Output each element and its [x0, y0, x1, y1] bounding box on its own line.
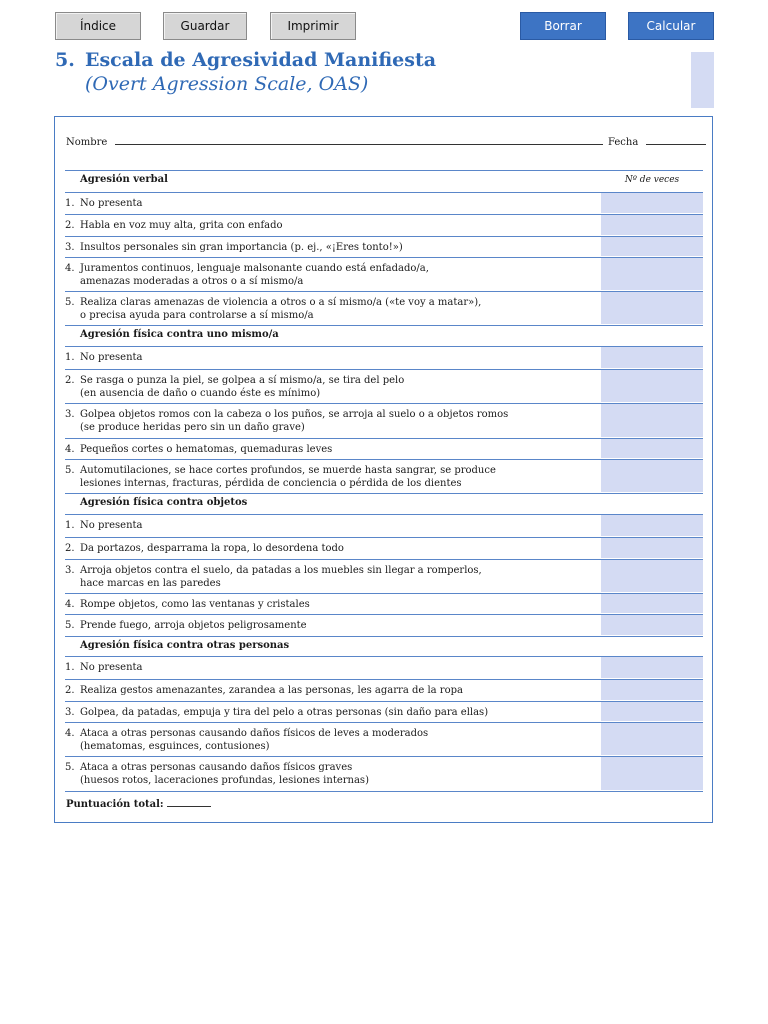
- count-cell[interactable]: [601, 702, 703, 721]
- item-line: No presenta: [80, 352, 143, 363]
- item-line: No presenta: [80, 662, 143, 673]
- item-number: 1.: [65, 520, 75, 531]
- item-line: Realiza claras amenazas de violencia a otros o a sí mismo/a («te voy a matar»),: [80, 297, 482, 308]
- item-line: (huesos rotos, laceraciones profundas, lesiones internas): [80, 775, 369, 786]
- index-button[interactable]: Índice: [55, 12, 141, 40]
- count-cell[interactable]: [601, 515, 703, 536]
- count-cell[interactable]: [601, 657, 703, 678]
- calculate-button[interactable]: Calcular: [628, 12, 714, 40]
- item-number: 1.: [65, 352, 75, 363]
- item-line: hace marcas en las paredes: [80, 578, 221, 589]
- item-number: 4.: [65, 728, 75, 739]
- item-number: 1.: [65, 662, 75, 673]
- item-line: Insultos personales sin gran importancia (p. ej., «¡Eres tonto!»): [80, 242, 403, 253]
- name-label: Nombre: [66, 137, 108, 148]
- total-label: Puntuación total:: [66, 799, 164, 810]
- item-text: [80, 542, 600, 555]
- count-cell[interactable]: [601, 292, 703, 324]
- item-number: 3.: [65, 707, 75, 718]
- date-line[interactable]: [646, 135, 706, 145]
- item-line: (se produce heridas pero sin un daño grave): [80, 422, 305, 433]
- count-cell[interactable]: [601, 404, 703, 437]
- item-text: [80, 408, 600, 434]
- date-field[interactable]: [608, 135, 706, 148]
- count-cell[interactable]: [601, 560, 703, 592]
- item-number: 2.: [65, 685, 75, 696]
- item-line: Golpea, da patadas, empuja y tira del pelo a otras personas (sin daño para ellas): [80, 707, 489, 718]
- item-text: [80, 351, 600, 364]
- item-line: No presenta: [80, 520, 143, 531]
- item-number: 4.: [65, 599, 75, 610]
- item-line: Golpea objetos romos con la cabeza o los puños, se arroja al suelo o a objetos romos: [80, 409, 509, 420]
- name-field[interactable]: [66, 135, 603, 148]
- count-cell[interactable]: [601, 538, 703, 558]
- item-text: [80, 619, 600, 632]
- item-text: [80, 564, 600, 590]
- item-line: o precisa ayuda para controlarse a sí mismo/a: [80, 310, 314, 321]
- section-title: Agresión física contra otras personas: [80, 640, 290, 651]
- count-cell[interactable]: [601, 723, 703, 755]
- item-text: [80, 262, 600, 288]
- table-bottom-rule: [65, 791, 703, 792]
- item-line: Automutilaciones, se hace cortes profundos, se muerde hasta sangrar, se produce: [80, 465, 496, 476]
- item-text: [80, 519, 600, 532]
- name-line[interactable]: [115, 135, 603, 145]
- count-cell[interactable]: [601, 258, 703, 290]
- total-line[interactable]: [167, 798, 211, 807]
- item-text: [80, 761, 600, 787]
- count-cell[interactable]: [601, 594, 703, 613]
- item-line: Ataca a otras personas causando daños físicos graves: [80, 762, 353, 773]
- item-number: 4.: [65, 263, 75, 274]
- item-line: Prende fuego, arroja objetos peligrosamente: [80, 620, 307, 631]
- item-text: [80, 464, 600, 490]
- item-text: [80, 598, 600, 611]
- item-number: 2.: [65, 543, 75, 554]
- item-text: [80, 374, 600, 400]
- item-number: 2.: [65, 220, 75, 231]
- item-text: [80, 296, 600, 322]
- section-top-rule: [65, 493, 703, 494]
- page-subtitle: (Overt Agression Scale, OAS): [85, 73, 369, 95]
- item-text: [80, 684, 600, 697]
- item-line: Juramentos continuos, lenguaje malsonante cuando está enfadado/a,: [80, 263, 429, 274]
- section-top-rule: [65, 636, 703, 637]
- item-text: [80, 706, 600, 719]
- item-line: (hematomas, esguinces, contusiones): [80, 741, 270, 752]
- count-cell[interactable]: [601, 347, 703, 368]
- item-line: No presenta: [80, 198, 143, 209]
- item-number: 3.: [65, 242, 75, 253]
- section-title: Agresión física contra objetos: [80, 497, 248, 508]
- print-button[interactable]: Imprimir: [270, 12, 356, 40]
- item-number: 5.: [65, 297, 75, 308]
- item-text: [80, 197, 600, 210]
- item-line: Da portazos, desparrama la ropa, lo desordena todo: [80, 543, 344, 554]
- item-line: Habla en voz muy alta, grita con enfado: [80, 220, 283, 231]
- item-text: [80, 219, 600, 232]
- item-line: Arroja objetos contra el suelo, da patadas a los muebles sin llegar a romperlos,: [80, 565, 482, 576]
- count-cell[interactable]: [601, 237, 703, 256]
- page-title: Escala de Agresividad Manifiesta: [85, 49, 437, 71]
- item-line: amenazas moderadas a otros o a sí mismo/a: [80, 276, 304, 287]
- item-number: 3.: [65, 565, 75, 576]
- count-cell[interactable]: [601, 757, 703, 790]
- item-text: [80, 661, 600, 674]
- item-line: lesiones internas, fracturas, pérdida de conciencia o pérdida de los dientes: [80, 478, 462, 489]
- item-number: 1.: [65, 198, 75, 209]
- section-title: Agresión física contra uno mismo/a: [80, 329, 279, 340]
- item-number: 5.: [65, 762, 75, 773]
- count-cell[interactable]: [601, 370, 703, 402]
- section-title: Agresión verbal: [80, 174, 168, 185]
- total-score: [66, 798, 211, 810]
- count-cell[interactable]: [601, 460, 703, 492]
- item-line: Realiza gestos amenazantes, zarandea a las personas, les agarra de la ropa: [80, 685, 463, 696]
- item-line: Se rasga o punza la piel, se golpea a sí mismo/a, se tira del pelo: [80, 375, 405, 386]
- count-cell[interactable]: [601, 439, 703, 458]
- item-text: [80, 241, 600, 254]
- section-top-rule: [65, 325, 703, 326]
- side-tab: [691, 52, 714, 108]
- section-top-rule: [65, 170, 703, 171]
- save-button[interactable]: Guardar: [163, 12, 247, 40]
- item-number: 5.: [65, 465, 75, 476]
- item-number: 3.: [65, 409, 75, 420]
- item-text: [80, 443, 600, 456]
- count-cell[interactable]: [601, 615, 703, 635]
- item-line: Pequeños cortes o hematomas, quemaduras leves: [80, 444, 333, 455]
- count-column-header: Nº de veces: [624, 175, 680, 185]
- item-line: Rompe objetos, como las ventanas y cristales: [80, 599, 310, 610]
- item-line: (en ausencia de daño o cuando éste es mínimo): [80, 388, 321, 399]
- section-number: 5.: [55, 49, 75, 71]
- count-cell[interactable]: [601, 680, 703, 700]
- count-cell[interactable]: [601, 215, 703, 235]
- count-cell[interactable]: [601, 193, 703, 213]
- clear-button[interactable]: Borrar: [520, 12, 606, 40]
- item-number: 4.: [65, 444, 75, 455]
- item-number: 5.: [65, 620, 75, 631]
- item-number: 2.: [65, 375, 75, 386]
- item-text: [80, 727, 600, 753]
- item-line: Ataca a otras personas causando daños físicos de leves a moderados: [80, 728, 429, 739]
- date-label: Fecha: [608, 137, 639, 148]
